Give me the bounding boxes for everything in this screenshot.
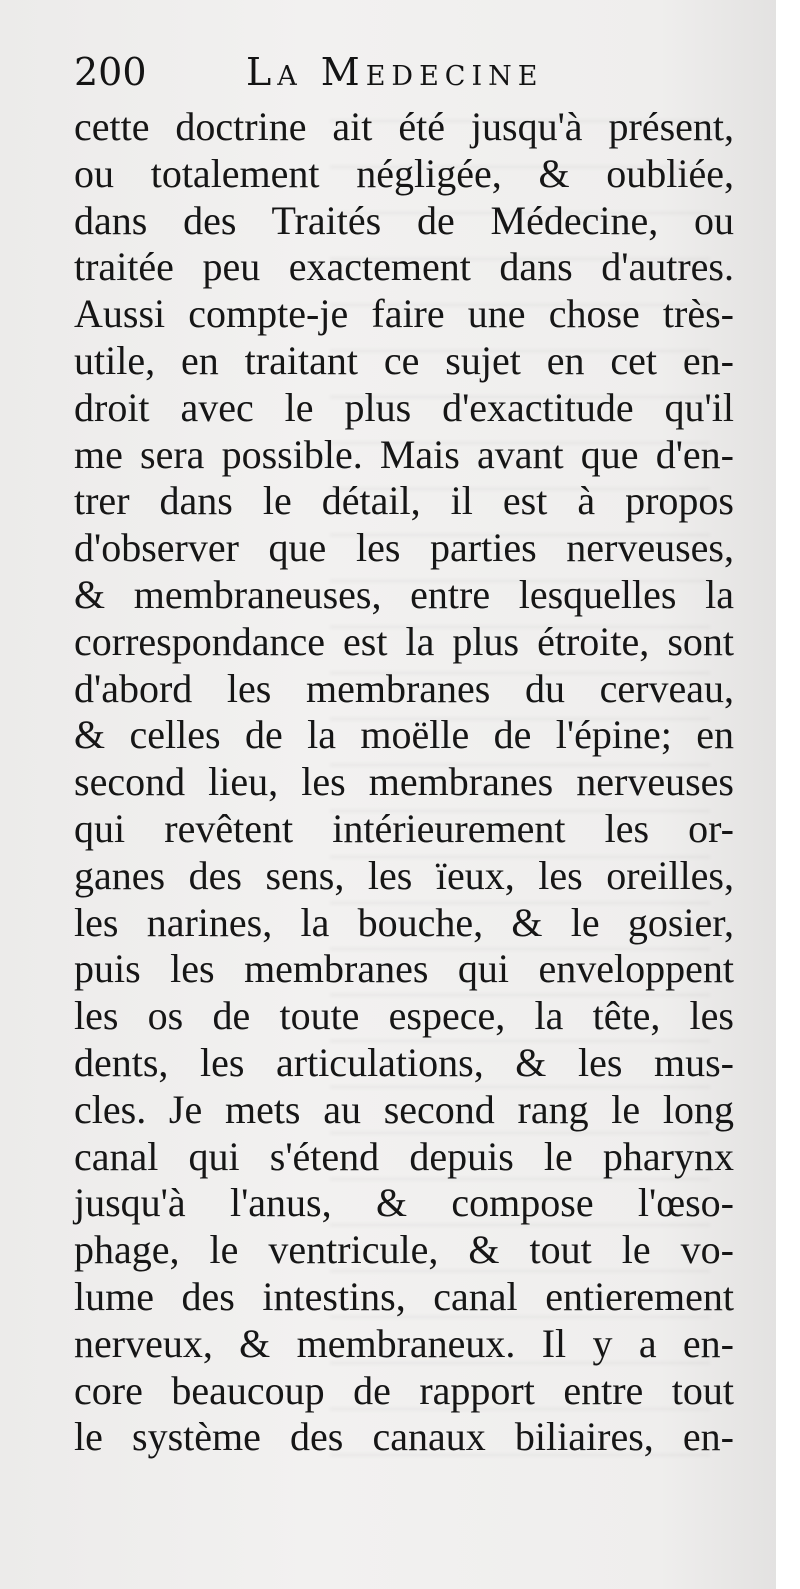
- text-line: phage, le ventricule, & tout le vo-: [74, 1227, 734, 1273]
- text-line: core beaucoup de rapport entre tout: [74, 1367, 734, 1413]
- text-line: traitée peu exactement dans d'autres.: [74, 244, 734, 290]
- body-text: [74, 104, 734, 1461]
- text-line: & celles de la moëlle de l'épine; en: [74, 712, 734, 758]
- text-line: d'abord les membranes du cerveau,: [74, 665, 734, 711]
- text-line: cles. Je mets au second rang le long: [74, 1086, 734, 1132]
- text-line: droit avec le plus d'exactitude qu'il: [74, 384, 734, 430]
- page-margin: [776, 0, 800, 1589]
- text-line: jusqu'à l'anus, & compose l'œso-: [74, 1180, 734, 1226]
- text-line: d'observer que les parties nerveuses,: [74, 525, 734, 571]
- text-line: ganes des sens, les ïeux, les oreilles,: [74, 852, 734, 898]
- text-line: trer dans le détail, il est à propos: [74, 478, 734, 524]
- page-header: [74, 40, 734, 100]
- text-line: nerveux, & membraneux. Il y a en-: [74, 1320, 734, 1366]
- running-head: La Medecine: [246, 50, 544, 94]
- text-line: canal qui s'étend depuis le pharynx: [74, 1133, 734, 1179]
- text-line: utile, en traitant ce sujet en cet en-: [74, 337, 734, 383]
- text-line: second lieu, les membranes nerveuses: [74, 759, 734, 805]
- text-line: me sera possible. Mais avant que d'en-: [74, 431, 734, 477]
- text-line: Aussi compte-je faire une chose très-: [74, 291, 734, 337]
- text-line: dents, les articulations, & les mus-: [74, 1039, 734, 1085]
- text-line: le système des canaux biliaires, en-: [74, 1414, 734, 1460]
- text-line: cette doctrine ait été jusqu'à présent,: [74, 104, 734, 149]
- page-number: 200: [74, 50, 147, 94]
- text-line: lume des intestins, canal entierement: [74, 1273, 734, 1319]
- text-line: & membraneuses, entre lesquelles la: [74, 571, 734, 617]
- text-line: les narines, la bouche, & le gosier,: [74, 899, 734, 945]
- text-line: les os de toute espece, la tête, les: [74, 993, 734, 1039]
- text-line: qui revêtent intérieurement les or-: [74, 805, 734, 851]
- text-line: correspondance est la plus étroite, sont: [74, 618, 734, 664]
- text-line: ou totalement négligée, & oubliée,: [74, 150, 734, 196]
- text-line: puis les membranes qui enveloppent: [74, 946, 734, 992]
- text-line: dans des Traités de Médecine, ou: [74, 197, 734, 243]
